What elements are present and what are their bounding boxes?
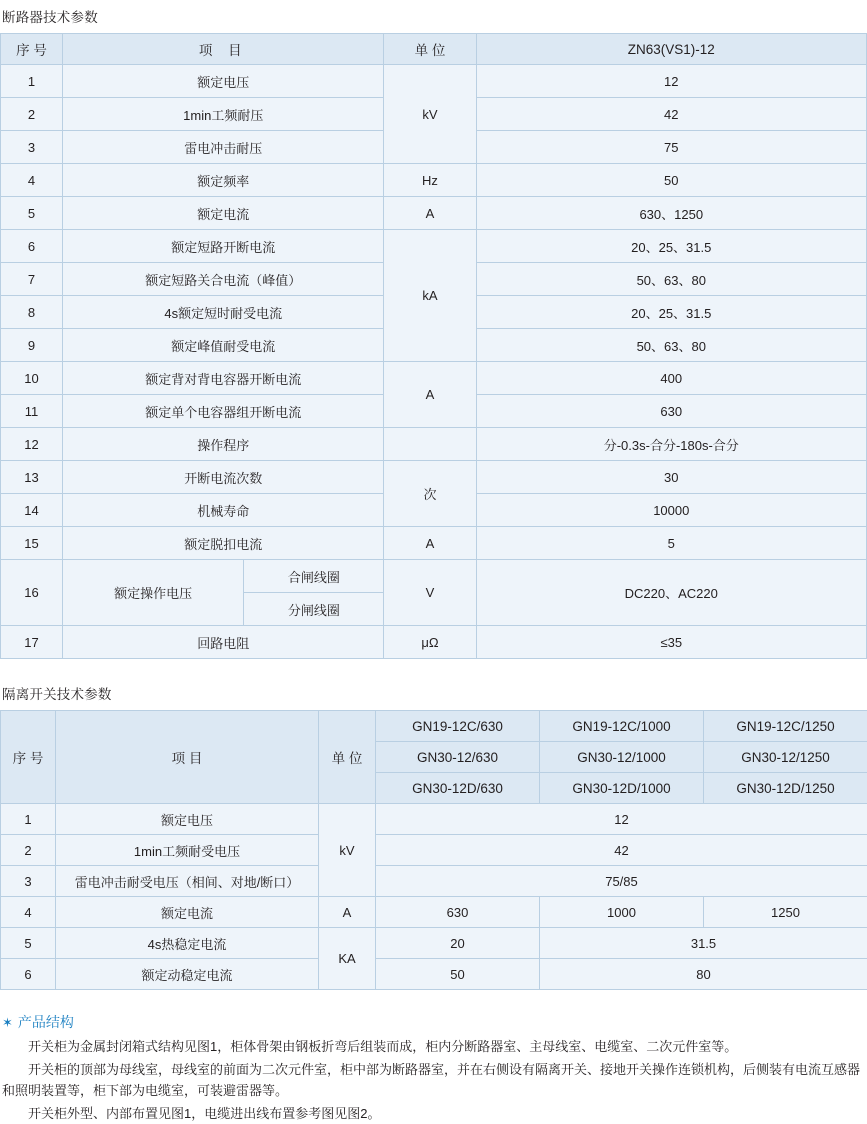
row-value: 12: [476, 65, 866, 98]
product-structure-heading: [0, 1008, 867, 1034]
row-no: 2: [1, 98, 63, 131]
row-no: 17: [1, 626, 63, 659]
row-no: 10: [1, 362, 63, 395]
row-no: 1: [1, 804, 56, 835]
header-model: GN30-12/630: [376, 742, 540, 773]
row-item: 额定单个电容器组开断电流: [63, 395, 384, 428]
row-value: 20: [376, 928, 540, 959]
table-row: [1, 804, 867, 835]
row-value: 12: [376, 804, 867, 835]
breaker-section-title: 断路器技术参数: [0, 0, 867, 33]
row-subitem-close-coil: 合闸线圈: [244, 560, 384, 593]
row-no: 3: [1, 131, 63, 164]
table-row: [1, 897, 867, 928]
row-unit: Hz: [384, 164, 476, 197]
header-item: 项 目: [56, 711, 319, 804]
row-value: 75: [476, 131, 866, 164]
row-value: 50、63、80: [476, 263, 866, 296]
row-item: 额定操作电压: [63, 560, 244, 626]
header-model: GN30-12D/1000: [540, 773, 704, 804]
row-value: 400: [476, 362, 866, 395]
row-unit: [384, 428, 476, 461]
row-item: 开断电流次数: [63, 461, 384, 494]
row-value: ≤35: [476, 626, 866, 659]
row-no: 7: [1, 263, 63, 296]
table-header-row: [1, 711, 867, 742]
header-unit: 单 位: [384, 34, 476, 65]
breaker-spec-table: [0, 33, 867, 659]
disconnector-spec-table: [0, 710, 867, 990]
table-row: [1, 560, 867, 593]
row-item: 额定短路关合电流（峰值）: [63, 263, 384, 296]
row-no: 16: [1, 560, 63, 626]
product-structure-paragraph: 开关柜外型、内部布置见图1，电缆进出线布置参考图见图2。: [2, 1103, 867, 1124]
row-unit: A: [384, 527, 476, 560]
row-no: 5: [1, 197, 63, 230]
row-item: 额定电压: [63, 65, 384, 98]
disconnector-section-title: 隔离开关技术参数: [0, 677, 867, 710]
row-value: 20、25、31.5: [476, 230, 866, 263]
row-item: 1min工频耐压: [63, 98, 384, 131]
row-no: 11: [1, 395, 63, 428]
row-value: 630: [376, 897, 540, 928]
row-value: 630、1250: [476, 197, 866, 230]
header-no: 序 号: [1, 34, 63, 65]
row-value: 42: [376, 835, 867, 866]
row-value: 50: [376, 959, 540, 990]
header-model: GN19-12C/1250: [704, 711, 867, 742]
row-item: 1min工频耐受电压: [56, 835, 319, 866]
row-item: 额定动稳定电流: [56, 959, 319, 990]
row-item: 额定短路开断电流: [63, 230, 384, 263]
row-value: 75/85: [376, 866, 867, 897]
row-no: 9: [1, 329, 63, 362]
row-item: 回路电阻: [63, 626, 384, 659]
row-no: 6: [1, 230, 63, 263]
row-item: 操作程序: [63, 428, 384, 461]
row-value: 31.5: [540, 928, 867, 959]
row-value: 分-0.3s-合分-180s-合分: [476, 428, 866, 461]
header-unit: 单 位: [319, 711, 376, 804]
row-item: 雷电冲击耐压: [63, 131, 384, 164]
row-item: 4s热稳定电流: [56, 928, 319, 959]
row-subitem-open-coil: 分闸线圈: [244, 593, 384, 626]
table-row: [1, 835, 867, 866]
row-unit: kV: [319, 804, 376, 897]
row-value: DC220、AC220: [476, 560, 866, 626]
section-gap: [0, 659, 867, 677]
header-model: GN19-12C/1000: [540, 711, 704, 742]
table-row: [1, 230, 867, 263]
table-header-row: [1, 34, 867, 65]
row-no: 4: [1, 897, 56, 928]
table-row: [1, 428, 867, 461]
row-value: 50、63、80: [476, 329, 866, 362]
header-model: GN30-12D/1250: [704, 773, 867, 804]
product-structure-paragraph: 开关柜的顶部为母线室，母线室的前面为二次元件室，柜中部为断路器室，并在右侧设有隔离开关、接地开关操作连锁机构，后侧装有电流互感器和照明装置等，柜下部为电缆室，可装避雷器等。: [2, 1059, 867, 1101]
table-row: [1, 461, 867, 494]
table-row: [1, 197, 867, 230]
row-no: 1: [1, 65, 63, 98]
header-item: 项 目: [63, 34, 384, 65]
row-item: 额定电流: [56, 897, 319, 928]
table-row: [1, 626, 867, 659]
row-no: 12: [1, 428, 63, 461]
row-unit: A: [319, 897, 376, 928]
row-no: 15: [1, 527, 63, 560]
row-item: 机械寿命: [63, 494, 384, 527]
row-value: 42: [476, 98, 866, 131]
table-row: [1, 527, 867, 560]
row-item: 额定背对背电容器开断电流: [63, 362, 384, 395]
row-item: 4s额定短时耐受电流: [63, 296, 384, 329]
row-unit: A: [384, 362, 476, 428]
row-no: 8: [1, 296, 63, 329]
row-unit: kA: [384, 230, 476, 362]
row-no: 6: [1, 959, 56, 990]
row-item: 额定频率: [63, 164, 384, 197]
row-item: 雷电冲击耐受电压（相间、对地/断口）: [56, 866, 319, 897]
row-no: 3: [1, 866, 56, 897]
product-structure-title: 产品结构: [18, 1012, 74, 1032]
row-unit: 次: [384, 461, 476, 527]
row-item: 额定电压: [56, 804, 319, 835]
row-no: 4: [1, 164, 63, 197]
header-model: GN19-12C/630: [376, 711, 540, 742]
row-value: 5: [476, 527, 866, 560]
row-value: 630: [476, 395, 866, 428]
row-value: 20、25、31.5: [476, 296, 866, 329]
header-model: GN30-12/1000: [540, 742, 704, 773]
header-model: ZN63(VS1)-12: [476, 34, 866, 65]
row-no: 13: [1, 461, 63, 494]
row-value: 50: [476, 164, 866, 197]
table-row: [1, 866, 867, 897]
row-unit: kV: [384, 65, 476, 164]
row-value: 1000: [540, 897, 704, 928]
header-model: GN30-12D/630: [376, 773, 540, 804]
table-row: [1, 164, 867, 197]
row-unit: μΩ: [384, 626, 476, 659]
header-no: 序 号: [1, 711, 56, 804]
product-structure-paragraph: 开关柜为金属封闭箱式结构见图1，柜体骨架由钢板折弯后组装而成，柜内分断路器室、主母线室、电缆室、二次元件室等。: [2, 1036, 867, 1057]
row-item: 额定峰值耐受电流: [63, 329, 384, 362]
row-value: 80: [540, 959, 867, 990]
row-no: 5: [1, 928, 56, 959]
table-row: [1, 928, 867, 959]
row-no: 2: [1, 835, 56, 866]
row-value: 1250: [704, 897, 867, 928]
table-row: [1, 65, 867, 98]
table-row: [1, 362, 867, 395]
row-value: 10000: [476, 494, 866, 527]
row-unit: KA: [319, 928, 376, 990]
row-unit: A: [384, 197, 476, 230]
row-item: 额定脱扣电流: [63, 527, 384, 560]
row-value: 30: [476, 461, 866, 494]
row-item: 额定电流: [63, 197, 384, 230]
row-no: 14: [1, 494, 63, 527]
gear-icon: ✶: [2, 1016, 13, 1029]
header-model: GN30-12/1250: [704, 742, 867, 773]
section-gap-2: [0, 990, 867, 1008]
row-unit: V: [384, 560, 476, 626]
table-row: [1, 959, 867, 990]
